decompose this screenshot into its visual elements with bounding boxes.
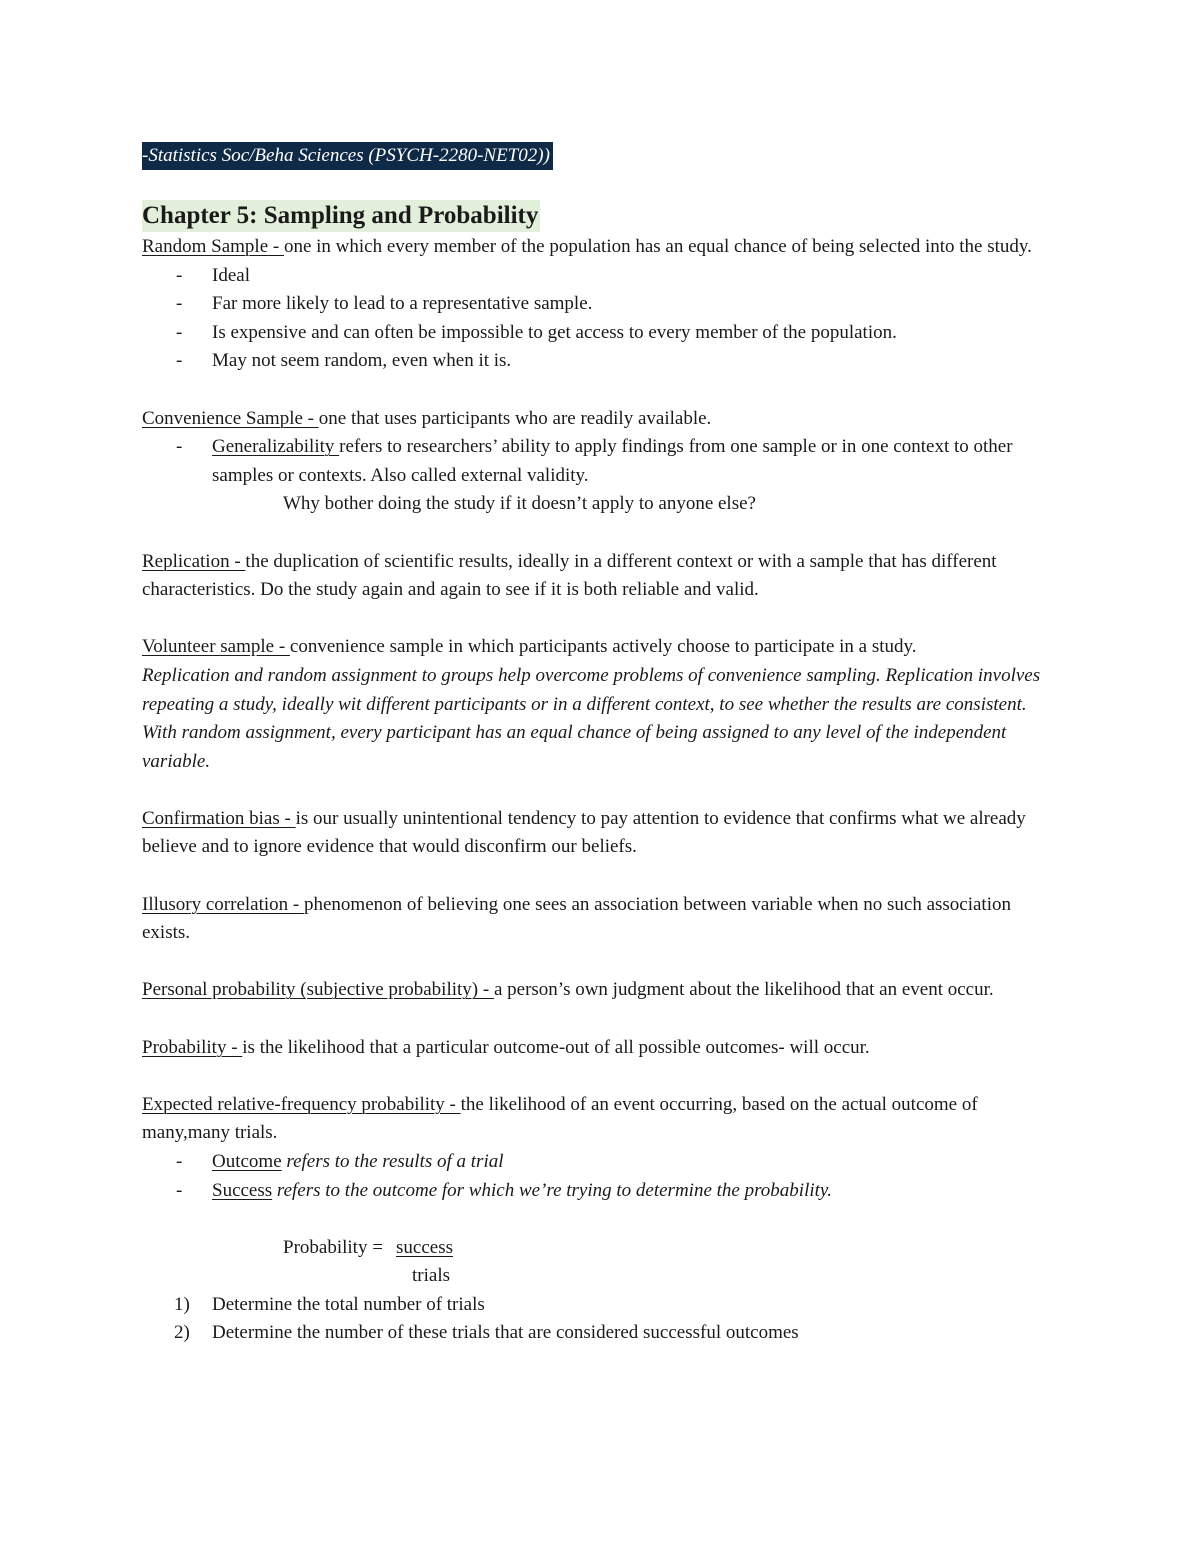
list-item: - Far more likely to lead to a representative sample.: [142, 290, 1057, 319]
illusory-correlation-term: Illusory correlation -: [142, 893, 304, 915]
outcome-text: refers to the results of a trial: [281, 1151, 504, 1172]
illusory-correlation-definition: [142, 891, 1057, 948]
list-item: [142, 1177, 1057, 1206]
formula-denominator: trials: [412, 1265, 450, 1287]
random-sample-term: Random Sample -: [142, 236, 284, 257]
replication-text: the duplication of scientific results, ideally in a different context or with a sample that has different characteristics. Do the study again and again to see if it is both reliable and valid.: [142, 550, 997, 601]
list-item: - May not seem random, even when it is.: [142, 347, 1057, 376]
personal-probability-term: Personal probability (subjective probability) -: [142, 979, 494, 1001]
volunteer-sample-note: Replication and random assignment to groups help overcome problems of convenience sampling. Replication involves repeating a study, ideally wit different participants or in a different context, to see whether the results are consistent. With random assignment, every participant has an equal chance of being assigned to any level of the independent variable.: [142, 664, 1041, 772]
notes-body: [142, 233, 1057, 1348]
random-sample-definition: [142, 233, 1057, 262]
expected-relative-frequency-term: Expected relative-frequency probability -: [142, 1093, 461, 1115]
formula-numerator: success: [396, 1236, 453, 1258]
step-text: Determine the number of these trials that are considered successful outcomes: [212, 1322, 799, 1344]
list-item: - Ideal: [142, 262, 1057, 291]
probability-definition: [142, 1034, 1057, 1063]
volunteer-sample-definition: [142, 633, 1057, 662]
generalizability-question: Why bother doing the study if it doesn’t apply to anyone else?: [283, 493, 756, 515]
probability-formula: [142, 1234, 1057, 1291]
list-item: [142, 1319, 1057, 1348]
volunteer-sample-term: Volunteer sample -: [142, 636, 290, 658]
probability-steps: [142, 1291, 1057, 1348]
step-text: Determine the total number of trials: [212, 1293, 485, 1315]
expected-relative-frequency-bullets: [142, 1148, 1057, 1205]
expected-relative-frequency-text: the likelihood of an event occurring, based on the actual outcome of many,many trials.: [142, 1093, 978, 1144]
convenience-sample-definition: [142, 405, 1057, 434]
illusory-correlation-text: phenomenon of believing one sees an association between variable when no such association exists.: [142, 893, 1011, 944]
personal-probability-definition: [142, 976, 1057, 1005]
confirmation-bias-definition: [142, 805, 1057, 862]
random-sample-bullets: [142, 262, 1057, 376]
list-item: [142, 1291, 1057, 1320]
generalizability-term: Generalizability: [212, 436, 340, 458]
success-text: refers to the outcome for which we’re trying to determine the probability.: [272, 1179, 833, 1201]
confirmation-bias-term: Confirmation bias -: [142, 807, 296, 829]
probability-text: is the likelihood that a particular outcome-out of all possible outcomes- will occur.: [242, 1036, 870, 1058]
replication-term: Replication -: [142, 550, 246, 572]
success-term: Success: [212, 1179, 273, 1201]
list-item: - Is expensive and can often be impossible to get access to every member of the population.: [142, 319, 1057, 348]
outcome-term: Outcome: [212, 1151, 282, 1172]
list-item: [142, 1148, 1057, 1177]
convenience-sample-term: Convenience Sample -: [142, 407, 319, 429]
volunteer-sample-text: convenience sample in which participants actively choose to participate in a study.: [289, 636, 917, 658]
probability-term: Probability -: [142, 1036, 243, 1058]
generalizability-text: refers to researchers’ ability to apply findings from one sample or in one context to other samples or contexts. Also called external validity.: [212, 436, 1013, 486]
step-number: 2): [174, 1322, 190, 1344]
expected-relative-frequency-definition: [142, 1091, 1057, 1148]
chapter-heading: Chapter 5: Sampling and Probability: [142, 200, 540, 232]
course-title: -Statistics Soc/Beha Sciences (PSYCH-2280-NET02)): [142, 142, 553, 170]
random-sample-text: one in which every member of the population has an equal chance of being selected into the study.: [283, 236, 1032, 257]
personal-probability-text: a person’s own judgment about the likelihood that an event occur.: [493, 979, 994, 1001]
formula-label: Probability =: [283, 1236, 383, 1258]
confirmation-bias-text: is our usually unintentional tendency to pay attention to evidence that confirms what we already believe and to ignore evidence that would disconfirm our beliefs.: [142, 807, 1026, 858]
replication-definition: [142, 548, 1057, 605]
step-number: 1): [174, 1293, 190, 1315]
convenience-sample-bullets: [142, 433, 1057, 490]
list-item: [142, 433, 1057, 490]
convenience-sample-text: one that uses participants who are readily available.: [318, 407, 712, 429]
